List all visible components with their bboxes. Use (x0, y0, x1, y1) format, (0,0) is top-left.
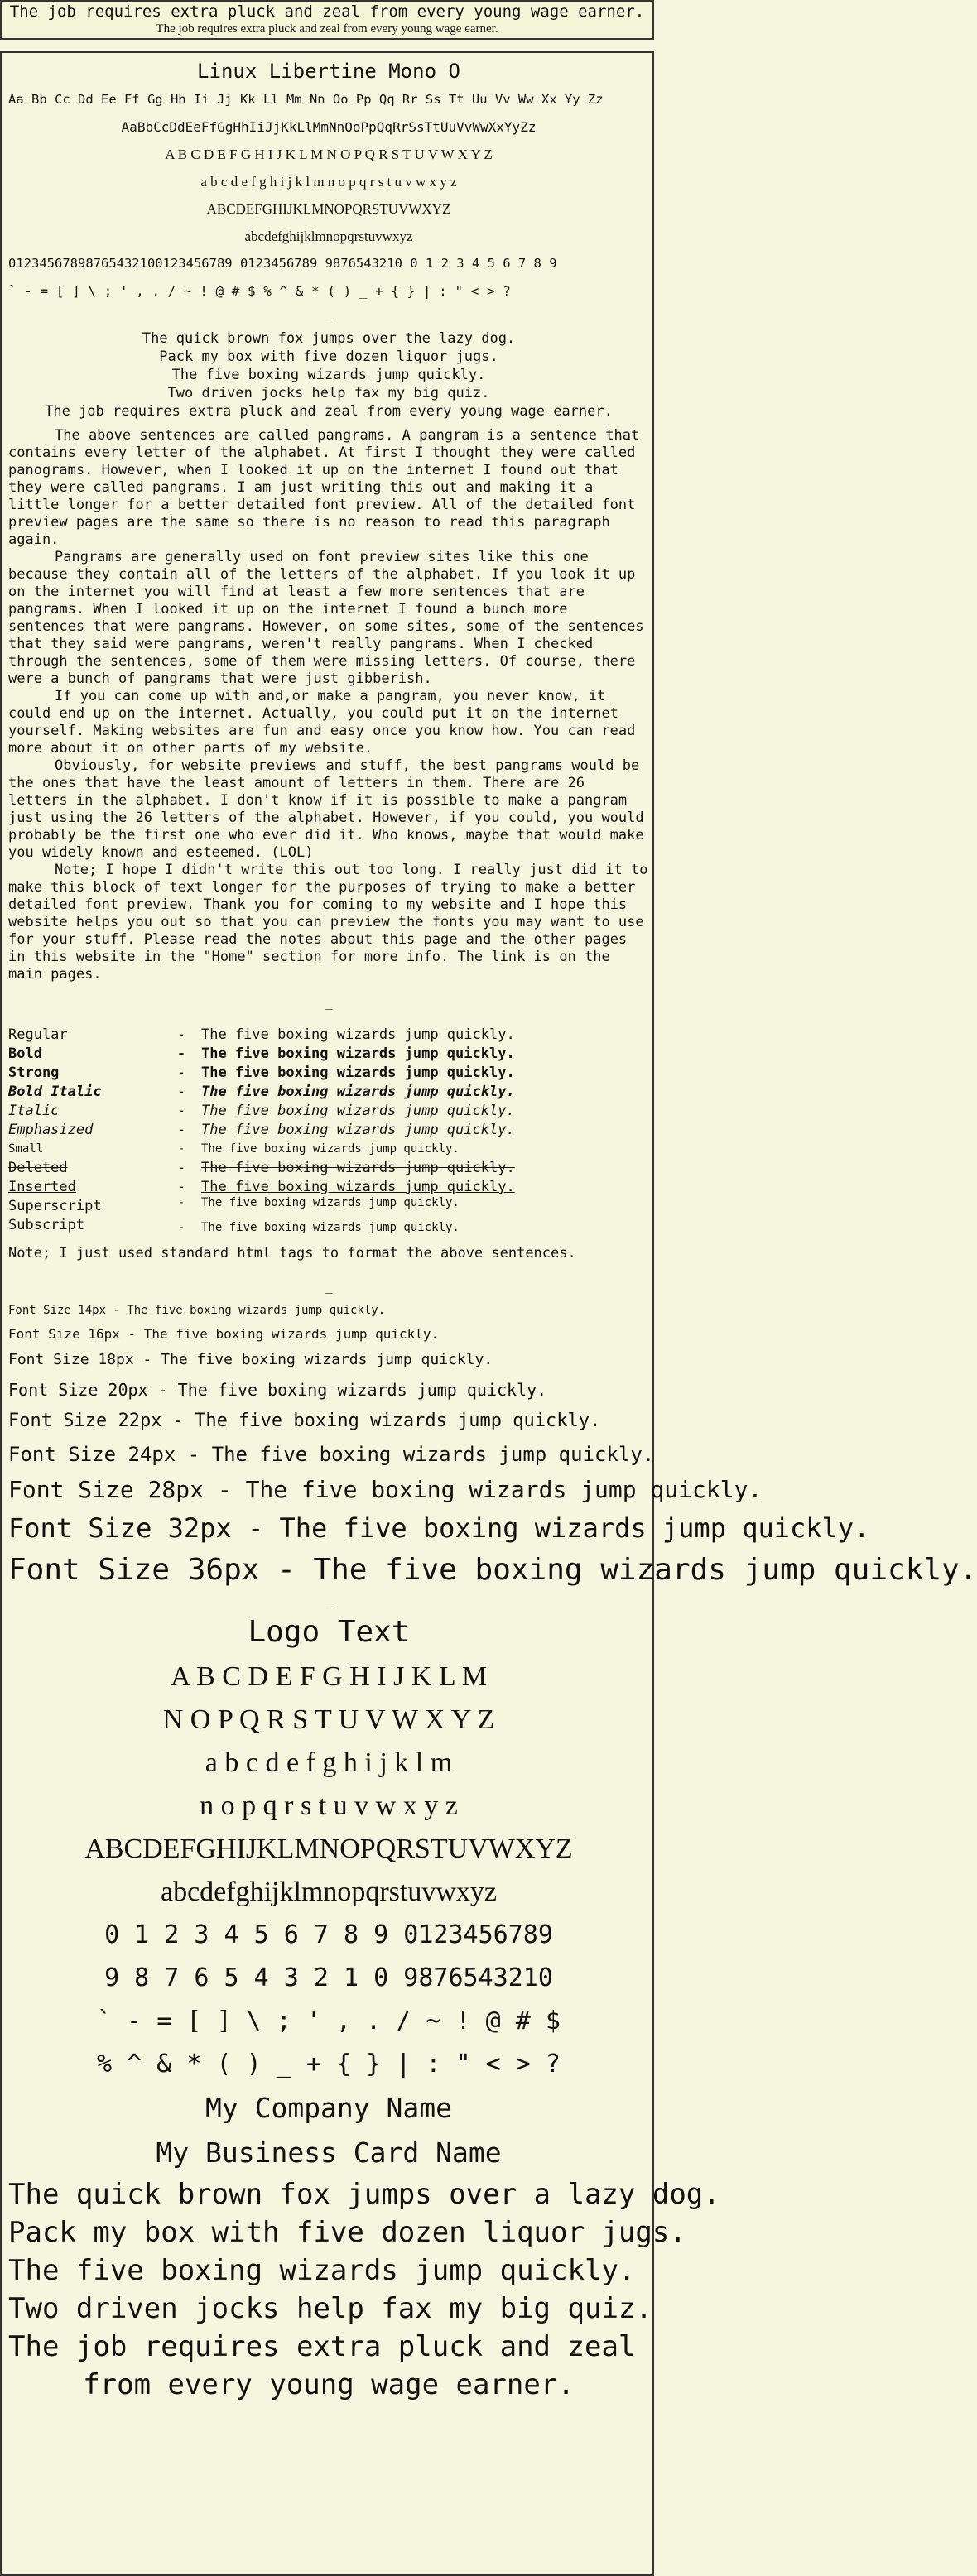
style-label: Emphasized (8, 1121, 94, 1138)
font-size-22: Font Size 22px - The five boxing wizards jump quickly. (8, 1411, 601, 1431)
font-size-28: Font Size 28px - The five boxing wizards jump quickly. (8, 1476, 763, 1503)
section-divider: _ (325, 1593, 333, 1608)
style-dash: - (176, 1102, 186, 1119)
logo-row-digits-2: 9 8 7 6 5 4 3 2 1 0 9876543210 (104, 1963, 553, 1992)
style-dash: - (176, 1045, 186, 1062)
style-label: Inserted (8, 1178, 76, 1195)
preview-content (2, 60, 977, 2404)
style-dash: - (176, 1083, 186, 1100)
style-dash: - (177, 1141, 185, 1156)
pangram-job: The job requires extra pluck and zeal from every young wage earner. (45, 403, 613, 420)
style-row-emphasized (8, 1120, 515, 1139)
font-size-24: Font Size 24px - The five boxing wizards jump quickly. (8, 1443, 655, 1466)
style-row-italic (8, 1101, 515, 1120)
style-sample: The five boxing wizards jump quickly. (201, 1064, 515, 1081)
header-pangram-mono: The job requires extra pluck and zeal from every young wage earner. (9, 2, 645, 21)
style-dash: - (176, 1178, 186, 1195)
char-row-pairs-compact: AaBbCcDdEeFfGgHhIiJjKkLlMmNnOoPpQqRrSsTtUuVvWwXxYyZz (121, 119, 537, 135)
font-size-14: Font Size 14px - The five boxing wizards jump quickly. (8, 1304, 386, 1317)
style-sample: The five boxing wizards jump quickly. (201, 1121, 515, 1138)
style-sample: The five boxing wizards jump quickly. (201, 1045, 515, 1062)
logo-row-lower-compact: abcdefghijklmnopqrstuvwxyz (160, 1877, 498, 1907)
style-row-small (8, 1139, 515, 1158)
char-row-upper-spaced: A B C D E F G H I J K L M N O P Q R S T U V W X Y Z (165, 147, 493, 162)
style-label: Strong (8, 1064, 60, 1081)
style-sample: The five boxing wizards jump quickly. (201, 1026, 515, 1043)
logo-row-upper-2: N O P Q R S T U V W X Y Z (162, 1704, 495, 1735)
logo-row-lower-2: n o p q r s t u v w x y z (200, 1790, 458, 1821)
big-pangram-jocks: Two driven jocks help fax my big quiz. (8, 2292, 652, 2325)
pangram-list (8, 329, 649, 421)
style-samples-table (8, 1025, 515, 1234)
big-pangram-wizards: The five boxing wizards jump quickly. (8, 2254, 636, 2287)
style-dash: - (177, 1221, 185, 1234)
header-pangram-serif: The job requires extra pluck and zeal from every young wage earner. (156, 22, 498, 36)
business-card-name: My Business Card Name (156, 2136, 502, 2169)
style-label: Deleted (8, 1159, 68, 1176)
char-row-lower: abcdefghijklmnopqrstuvwxyz (244, 228, 413, 244)
pangram-wizards: The five boxing wizards jump quickly. (171, 367, 486, 383)
font-size-36: Font Size 36px - The five boxing wizards jump quickly. (8, 1553, 977, 1587)
paragraph-4: Obviously, for website previews and stuff, the best pangrams would be the ones that have the least amount of letters in them. There are 26 letters in the alphabet. I don't know if it is possible to make a pangram just using the 26 letters of the alphabet. However, if you could, you would probably be the first one who ever did it. Who knows, maybe that would make you widely known and esteemed. (LOL) (8, 757, 644, 861)
logo-row-upper-1: A B C D E F G H I J K L M (170, 1661, 488, 1692)
font-size-16: Font Size 16px - The five boxing wizards jump quickly. (8, 1326, 440, 1342)
char-row-upper: ABCDEFGHIJKLMNOPQRSTUVWXYZ (206, 201, 451, 217)
style-sample: The five boxing wizards jump quickly. (201, 1178, 515, 1195)
style-dash: - (176, 1159, 186, 1176)
style-row-superscript (8, 1196, 515, 1215)
char-row-digits: 01234567898765432100123456789 0123456789 9876543210 0 1 2 3 4 5 6 7 8 9 (8, 256, 557, 271)
logo-title: Logo Text (248, 1615, 410, 1649)
company-name: My Company Name (205, 2092, 452, 2124)
style-dash: - (176, 1121, 186, 1138)
char-row-lower-spaced: a b c d e f g h i j k l m n o p q r s t u v w x y z (200, 174, 457, 190)
logo-row-lower-1: a b c d e f g h i j k l m (205, 1747, 453, 1778)
paragraph-5: Note; I hope I didn't write this out too long. I really just did it to make this block of text longer for the purposes of trying to make a better detailed font preview. Thank you for coming to my website and I hope this website helps you out so that you can preview the fonts you may want to use for your stuff. Please read the notes about this page and the other pages in this website in the "Home" section for more info. The link is on the main pages. (8, 862, 648, 983)
style-label: Bold (8, 1045, 42, 1062)
style-note: Note; I just used standard html tags to format the above sentences. (8, 1245, 576, 1262)
paragraph-3: If you can come up with and,or make a pangram, you never know, it could end up on the internet. Actually, you could put it on the internet yourself. Making websites are fun and easy once you know how. You can read more about it on other parts of my website. (8, 688, 636, 757)
style-row-deleted (8, 1158, 515, 1177)
preview-frame[interactable] (0, 51, 977, 2576)
section-divider: _ (325, 309, 333, 324)
style-row-inserted (8, 1177, 515, 1196)
logo-row-symbols-1: ` - = [ ] \ ; ' , . / ~ ! @ # $ (97, 2006, 561, 2035)
style-dash: - (176, 1026, 186, 1043)
font-size-20: Font Size 20px - The five boxing wizards jump quickly. (8, 1380, 547, 1400)
big-pangram-fox: The quick brown fox jumps over a lazy dog. (8, 2178, 720, 2211)
font-size-32: Font Size 32px - The five boxing wizards jump quickly. (8, 1512, 870, 1544)
font-size-list (8, 1299, 977, 1593)
pangram-fox: The quick brown fox jumps over the lazy dog. (142, 330, 516, 347)
big-pangram-liquor: Pack my box with five dozen liquor jugs. (8, 2216, 686, 2249)
section-divider: _ (325, 994, 333, 1010)
logo-row-digits-1: 0 1 2 3 4 5 6 7 8 9 0123456789 (104, 1920, 553, 1949)
big-pangram-job: The job requires extra pluck and zeal (8, 2330, 636, 2363)
style-label: Subscript (8, 1216, 85, 1233)
char-row-symbols: ` - = [ ] \ ; ' , . / ~ ! @ # $ % ^ & * ( ) _ + { } | : " < > ? (8, 283, 511, 299)
style-row-regular (8, 1025, 515, 1044)
style-sample: The five boxing wizards jump quickly. (201, 1141, 460, 1156)
char-row-pairs: Aa Bb Cc Dd Ee Ff Gg Hh Ii Jj Kk Ll Mm Nn Oo Pp Qq Rr Ss Tt Uu Vv Ww Xx Yy Zz (8, 92, 604, 107)
style-dash: - (177, 1196, 185, 1209)
paragraph-2: Pangrams are generally used on font preview sites like this one because they contain all of the letters of the alphabet. If you look it up on the internet you will find at least a few more sentences that are pangrams. When I looked it up on the internet I found a bunch more sentences that were pangrams. However, on some sites, some of the sentences that they said were pangrams, weren't really pangrams. When I checked through the sentences, some of them were missing letters. Of course, there were a bunch of pangrams that were just gibberish. (8, 549, 644, 687)
style-sample: The five boxing wizards jump quickly. (201, 1102, 515, 1119)
style-label: Superscript (8, 1197, 102, 1214)
style-label: Italic (8, 1102, 60, 1119)
style-dash: - (176, 1064, 186, 1081)
logo-row-upper-compact: ABCDEFGHIJKLMNOPQRSTUVWXYZ (84, 1833, 573, 1864)
style-label: Bold Italic (8, 1083, 102, 1100)
logo-row-symbols-2: % ^ & * ( ) _ + { } | : " < > ? (97, 2050, 561, 2079)
header-banner (0, 0, 654, 40)
style-sample: The five boxing wizards jump quickly. (201, 1221, 460, 1234)
style-sample: The five boxing wizards jump quickly. (201, 1196, 460, 1209)
pangram-liquor: Pack my box with five dozen liquor jugs. (159, 348, 498, 365)
paragraph-1: The above sentences are called pangrams. A pangram is a sentence that contains every letter of the alphabet. At first I thought they were called panograms. However, when I looked it up on the internet I found out that they were called pangrams. I am just writing this out and making it a little longer for a better detailed font preview. All of the detailed font preview pages are the same so there is no reason to read this paragraph again. (8, 427, 640, 548)
pangram-jocks: Two driven jocks help fax my big quiz. (167, 385, 490, 401)
font-title: Linux Libertine Mono O (197, 60, 460, 83)
style-row-strong (8, 1063, 515, 1082)
style-row-subscript (8, 1215, 515, 1234)
style-label: Regular (8, 1026, 68, 1043)
font-size-18: Font Size 18px - The five boxing wizards jump quickly. (8, 1351, 493, 1368)
style-sample: The five boxing wizards jump quickly. (201, 1083, 515, 1100)
style-label: Small (8, 1141, 44, 1156)
style-row-bold (8, 1044, 515, 1063)
style-row-bold-italic (8, 1082, 515, 1101)
style-sample: The five boxing wizards jump quickly. (201, 1159, 515, 1176)
big-pangram-job-end: from every young wage earner. (83, 2368, 575, 2401)
section-divider: _ (325, 1278, 333, 1294)
